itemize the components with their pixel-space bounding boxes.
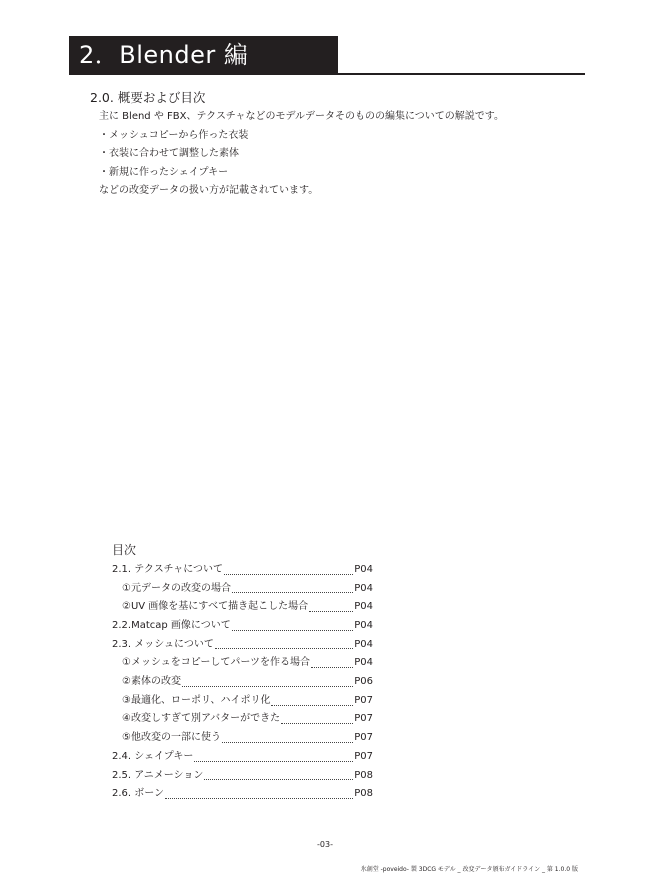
- toc-entry-page: P07: [354, 750, 373, 762]
- page-number: -03-: [317, 840, 333, 849]
- page-title: 2．Blender 編: [69, 36, 338, 75]
- toc-entry-label: ①元データの改変の場合: [122, 582, 231, 594]
- toc-dot-leader: [232, 630, 354, 631]
- toc-subentry[interactable]: [112, 729, 373, 748]
- toc-entry-page: P07: [354, 713, 373, 725]
- toc-entry-page: P04: [354, 620, 373, 632]
- toc-entry[interactable]: [112, 748, 373, 767]
- document-footer: 氷創堂 -poveido- 製 3DCG モデル _ 改変データ頒布ガイドライン _ 第 1.0.0 版: [360, 866, 578, 873]
- toc-entry-label: 2.1. テクスチャについて: [112, 563, 224, 575]
- intro-paragraph: [99, 108, 504, 201]
- intro-bullet: ・衣装に合わせて調整した素体: [99, 148, 239, 160]
- intro-bullet: ・メッシュコピーから作った衣装: [99, 129, 249, 141]
- intro-bullet: ・新規に作ったシェイプキー: [99, 166, 229, 178]
- toc-entry[interactable]: [112, 561, 373, 580]
- toc-dot-leader: [232, 592, 353, 593]
- toc-entry-label: 2.4. シェイプキー: [112, 750, 194, 762]
- toc-dot-leader: [281, 723, 353, 724]
- toc-dot-leader: [215, 648, 353, 649]
- toc-entry[interactable]: [112, 636, 373, 655]
- table-of-contents: [112, 561, 373, 804]
- toc-entry[interactable]: [112, 617, 373, 636]
- toc-entry-label: ②UV 画像を基にすべて描き起こした場合: [122, 601, 309, 613]
- toc-entry-label: 2.2.Matcap 画像について: [112, 620, 231, 632]
- toc-dot-leader: [182, 686, 353, 687]
- intro-line: 主に Blend や FBX、テクスチャなどのモデルデータそのものの編集についての解説です。: [99, 111, 504, 122]
- toc-entry-label: ②素体の改変: [122, 676, 181, 688]
- toc-subentry[interactable]: [112, 692, 373, 711]
- toc-entry-label: 2.6. ボーン: [112, 788, 165, 800]
- toc-dot-leader: [194, 761, 353, 762]
- toc-entry-page: P04: [354, 563, 373, 575]
- section-heading: 2.0. 概要および目次: [90, 90, 206, 105]
- toc-entry-page: P04: [354, 601, 373, 613]
- toc-entry-label: ④改変しすぎて別アバターができた: [122, 713, 281, 725]
- toc-entry[interactable]: [112, 785, 373, 804]
- toc-entry[interactable]: [112, 767, 373, 786]
- title-underline: [69, 73, 585, 75]
- toc-entry-page: P07: [354, 694, 373, 706]
- toc-subentry[interactable]: [112, 598, 373, 617]
- toc-subentry[interactable]: [112, 711, 373, 730]
- toc-dot-leader: [224, 574, 353, 575]
- toc-entry-page: P04: [354, 638, 373, 650]
- toc-entry-label: ③最適化、ローポリ、ハイポリ化: [122, 694, 271, 706]
- toc-subentry[interactable]: [112, 580, 373, 599]
- toc-dot-leader: [311, 667, 353, 668]
- toc-subentry[interactable]: [112, 673, 373, 692]
- toc-dot-leader: [165, 798, 353, 799]
- toc-dot-leader: [222, 742, 353, 743]
- toc-entry-label: ⑤他改変の一部に使う: [122, 732, 221, 744]
- toc-entry-page: P04: [354, 657, 373, 669]
- toc-subentry[interactable]: [112, 654, 373, 673]
- toc-entry-page: P08: [354, 788, 373, 800]
- toc-entry-label: 2.5. アニメーション: [112, 769, 204, 781]
- toc-entry-page: P07: [354, 732, 373, 744]
- toc-heading: 目次: [112, 543, 137, 557]
- toc-entry-label: ①メッシュをコピーしてパーツを作る場合: [122, 657, 310, 669]
- toc-dot-leader: [309, 611, 353, 612]
- toc-dot-leader: [271, 705, 353, 706]
- toc-dot-leader: [204, 779, 353, 780]
- intro-line: などの改変データの扱い方が記載されています。: [99, 185, 319, 197]
- toc-entry-page: P08: [354, 769, 373, 781]
- toc-entry-page: P06: [354, 676, 373, 688]
- toc-entry-page: P04: [354, 582, 373, 594]
- toc-entry-label: 2.3. メッシュについて: [112, 638, 214, 650]
